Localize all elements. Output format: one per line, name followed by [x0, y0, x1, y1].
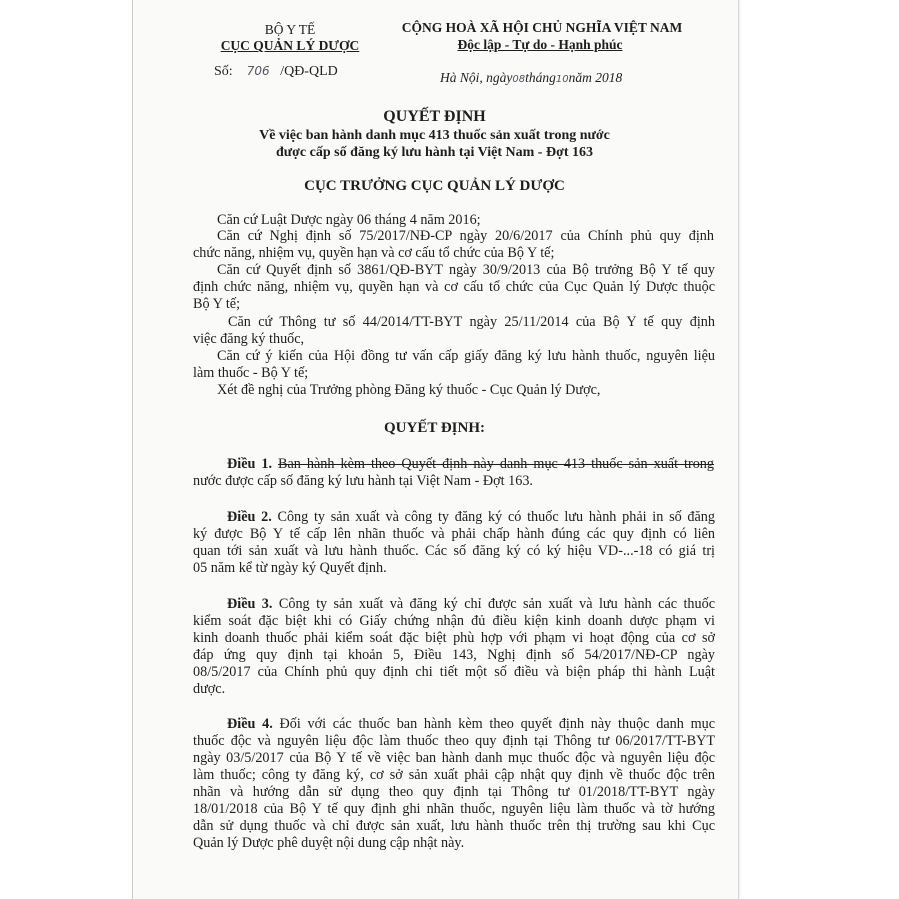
basis-line: Căn cứ Quyết định số 3861/QĐ-BYT ngày 30/9/2013 của Bộ trưởng Bộ Y tế quy	[217, 262, 715, 278]
handwritten-month: 10	[555, 74, 569, 85]
issuing-authority: CỤC TRƯỞNG CỤC QUẢN LÝ DƯỢC	[304, 178, 565, 194]
document-subtitle-1: Về việc ban hành danh mục 413 thuốc sản xuất trong nước	[259, 128, 610, 143]
article-4-line: ngày 03/5/2017 của Bộ Y tế về việc ban hành danh mục thuốc độc và nguyên liệu độc	[193, 750, 715, 766]
document-title: QUYẾT ĐỊNH	[383, 108, 486, 125]
handwritten-day: 08	[512, 74, 526, 85]
article-1-label: Điều 1.	[227, 456, 273, 472]
national-motto: Độc lập - Tự do - Hạnh phúc	[457, 37, 623, 52]
article-2-line	[227, 509, 715, 526]
article-3-label: Điều 3.	[227, 596, 273, 612]
document-number	[214, 64, 338, 80]
ministry-name: BỘ Y TẾ	[264, 22, 316, 37]
article-2-text: Công ty sản xuất và công ty đăng ký có thuốc lưu hành phải in số đăng	[277, 509, 715, 525]
basis-line: Bộ Y tế;	[193, 296, 241, 312]
article-2-line: ký được Bộ Y tế cấp lên nhãn thuốc và phải chấp hành đúng các quy định có liên	[193, 526, 715, 542]
article-1-line: nước được cấp số đăng ký lưu hành tại Việt Nam - Đợt 163.	[193, 473, 533, 489]
article-4-line: 18/01/2018 của Bộ Y tế quy định ghi nhãn thuốc, nguyên liệu làm thuốc và tờ hướng	[193, 801, 715, 817]
article-4-line: làm thuốc; công ty đăng ký, cơ sở sản xuất phải cập nhật quy định về thuốc độc trên	[193, 767, 715, 783]
state-name: CỘNG HOÀ XÃ HỘI CHỦ NGHĨA VIỆT NAM	[401, 20, 683, 35]
place-date-year: năm 2018	[568, 70, 623, 85]
number-suffix: /QĐ-QLD	[280, 64, 338, 79]
article-3-line: đáp ứng quy định tại khoản 5, Điều 143, Nghị định số 54/2017/NĐ-CP ngày	[193, 647, 715, 663]
article-4-line: Quản lý Dược phê duyệt nội dung cập nhật này.	[193, 835, 465, 851]
article-3-line: 08/5/2017 của Chính phủ quy định chi tiết một số điều và biện pháp thi hành Luật	[193, 664, 715, 680]
basis-line: Xét đề nghị của Trưởng phòng Đăng ký thuốc - Cục Quản lý Dược,	[217, 382, 601, 398]
basis-line: Căn cứ Luật Dược ngày 06 tháng 4 năm 2016;	[217, 212, 481, 228]
place-date-month-label: tháng	[525, 70, 556, 85]
basis-line: định chức năng, nhiệm vụ, quyền hạn và cơ cấu tổ chức của Cục Quản lý Dược thuộc	[193, 279, 715, 295]
article-4-text: Đối với các thuốc ban hành kèm theo quyết định này thuộc danh mục	[279, 716, 716, 732]
basis-line: Căn cứ ý kiến của Hội đồng tư vấn cấp giấy đăng ký lưu hành thuốc, nguyên liệu	[217, 348, 715, 364]
basis-line: việc đăng ký thuốc,	[193, 331, 305, 347]
article-2-label: Điều 2.	[227, 509, 272, 525]
place-date-prefix: Hà Nội, ngày	[440, 70, 513, 85]
article-4-line: dẫn sử dụng thuốc và chỉ được sản xuất, lưu hành thuốc trên thị trường sau khi Cục	[193, 818, 715, 834]
article-4-line	[227, 716, 715, 733]
decision-heading: QUYẾT ĐỊNH:	[384, 420, 485, 436]
article-3-line: dược.	[193, 681, 226, 697]
article-3-line	[227, 596, 715, 613]
article-2-line: quan tới sản xuất và lưu hành thuốc. Các số đăng ký có ký hiệu VD-...-18 có giá trị	[193, 543, 715, 559]
department-name: CỤC QUẢN LÝ DƯỢC	[220, 38, 360, 53]
article-3-line: kinh doanh thuốc phải kiểm soát đặc biệt phù hợp với phạm vi hoạt động của cơ sở	[193, 630, 715, 646]
article-4-line: thuốc độc và nguyên liệu độc làm thuốc theo quy định tại Thông tư 06/2017/TT-BYT	[193, 733, 715, 749]
article-4-line: nhãn và hướng dẫn sử dụng theo quy định tại Thông tư 01/2018/TT-BYT ngày	[193, 784, 715, 800]
article-3-text: Công ty sản xuất và đăng ký chỉ được sản xuất và lưu hành các thuốc	[278, 596, 716, 612]
article-4-label: Điều 4.	[227, 716, 273, 732]
article-3-line: kiểm soát đặc biệt khi có Giấy chứng nhận đủ điều kiện kinh doanh dược phạm vi	[193, 613, 715, 629]
article-2-line: 05 năm kể từ ngày ký Quyết định.	[193, 560, 387, 576]
place-date	[440, 70, 622, 86]
basis-line: Căn cứ Thông tư số 44/2014/TT-BYT ngày 25/11/2014 của Bộ Y tế quy định	[228, 314, 715, 330]
article-1-line	[227, 456, 714, 473]
basis-line: làm thuốc - Bộ Y tế;	[193, 365, 309, 381]
article-1-text: Ban hành kèm theo Quyết định này danh mục 413 thuốc sản xuất trong	[278, 456, 714, 472]
handwritten-number: 706	[246, 64, 270, 78]
number-label: Số:	[214, 64, 233, 79]
document-subtitle-2: được cấp số đăng ký lưu hành tại Việt Nam - Đợt 163	[275, 145, 593, 160]
basis-line: chức năng, nhiệm vụ, quyền hạn và cơ cấu tổ chức của Bộ Y tế;	[193, 245, 555, 261]
basis-line: Căn cứ Nghị định số 75/2017/NĐ-CP ngày 20/6/2017 của Chính phủ quy định	[217, 228, 714, 244]
